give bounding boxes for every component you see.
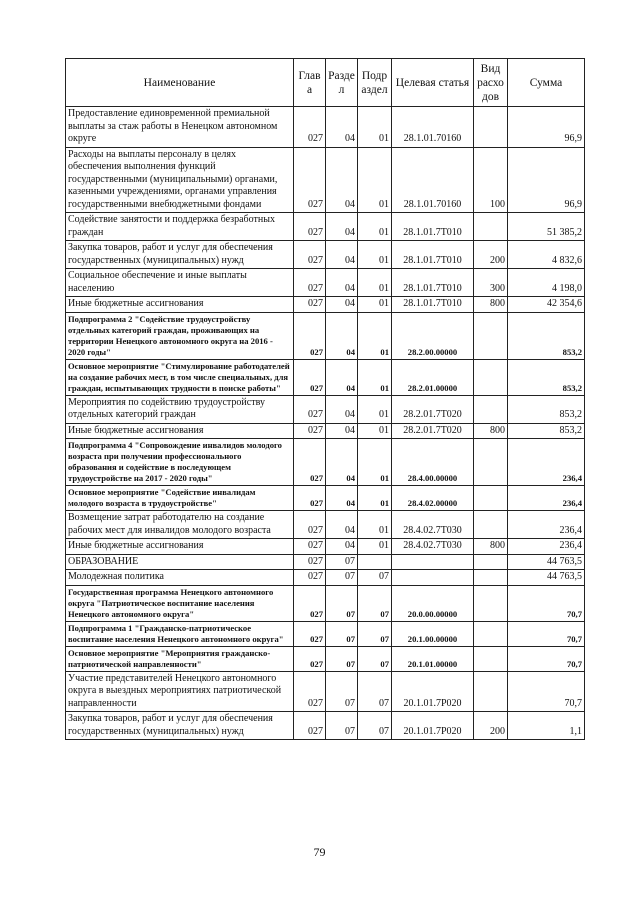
table-row	[66, 511, 585, 539]
cell-razdel: 07	[326, 554, 358, 570]
cell-vid: 800	[474, 539, 508, 555]
cell-vid	[474, 395, 508, 423]
cell-glava: 027	[294, 539, 326, 555]
cell-podrazdel: 01	[358, 486, 392, 511]
cell-razdel: 04	[326, 312, 358, 359]
cell-podrazdel: 01	[358, 539, 392, 555]
cell-summa: 236,4	[508, 511, 585, 539]
table-row	[66, 147, 585, 213]
cell-glava: 027	[294, 671, 326, 712]
cell-podrazdel: 07	[358, 585, 392, 621]
cell-name: Возмещение затрат работодателю на создание рабочих мест для инвалидов молодого возраста	[66, 511, 294, 539]
cell-summa: 44 763,5	[508, 554, 585, 570]
cell-statya: 20.1.01.7Р020	[392, 671, 474, 712]
cell-podrazdel: 01	[358, 439, 392, 486]
cell-razdel: 04	[326, 395, 358, 423]
table-row	[66, 213, 585, 241]
cell-podrazdel: 07	[358, 646, 392, 671]
cell-statya: 28.2.00.00000	[392, 312, 474, 359]
cell-glava: 027	[294, 585, 326, 621]
table-row	[66, 570, 585, 586]
header-summa: Сумма	[508, 59, 585, 107]
cell-vid	[474, 107, 508, 148]
cell-summa: 70,7	[508, 646, 585, 671]
cell-name: Подпрограмма 2 "Содействие трудоустройству отдельных категорий граждан, проживающих на территории Ненецкого автономного округа на 2016 - 2020 годы"	[66, 312, 294, 359]
cell-name: Социальное обеспечение и иные выплаты населению	[66, 269, 294, 297]
cell-summa: 853,2	[508, 312, 585, 359]
cell-glava: 027	[294, 621, 326, 646]
cell-vid	[474, 554, 508, 570]
table-row	[66, 712, 585, 740]
cell-name: Мероприятия по содействию трудоустройству отдельных категорий граждан	[66, 395, 294, 423]
table-row	[66, 646, 585, 671]
cell-glava: 027	[294, 312, 326, 359]
cell-summa: 70,7	[508, 621, 585, 646]
cell-razdel: 04	[326, 511, 358, 539]
cell-vid: 800	[474, 423, 508, 439]
cell-podrazdel: 01	[358, 423, 392, 439]
cell-podrazdel: 01	[358, 147, 392, 213]
table-row	[66, 585, 585, 621]
cell-podrazdel: 07	[358, 621, 392, 646]
cell-vid	[474, 486, 508, 511]
table-row	[66, 359, 585, 395]
cell-glava: 027	[294, 511, 326, 539]
cell-statya: 28.4.00.00000	[392, 439, 474, 486]
table-row	[66, 107, 585, 148]
cell-statya: 20.1.01.00000	[392, 646, 474, 671]
cell-vid: 100	[474, 147, 508, 213]
cell-summa: 70,7	[508, 585, 585, 621]
cell-podrazdel: 01	[358, 241, 392, 269]
cell-name: Подпрограмма 1 "Гражданско-патриотическое воспитание населения Ненецкого автономного округа"	[66, 621, 294, 646]
cell-statya: 20.0.00.00000	[392, 585, 474, 621]
cell-glava: 027	[294, 359, 326, 395]
cell-vid	[474, 213, 508, 241]
cell-statya: 28.4.02.7Т030	[392, 511, 474, 539]
cell-summa: 853,2	[508, 395, 585, 423]
cell-razdel: 07	[326, 570, 358, 586]
cell-razdel: 04	[326, 107, 358, 148]
cell-statya: 28.1.01.7Т010	[392, 269, 474, 297]
cell-glava: 027	[294, 147, 326, 213]
cell-name: Участие представителей Ненецкого автономного округа в выездных мероприятиях патриотической направленности	[66, 671, 294, 712]
cell-vid	[474, 359, 508, 395]
cell-summa: 96,9	[508, 147, 585, 213]
table-row	[66, 621, 585, 646]
cell-statya: 28.1.01.7Т010	[392, 297, 474, 313]
cell-razdel: 04	[326, 213, 358, 241]
header-glava: Глав а	[294, 59, 326, 107]
cell-statya	[392, 570, 474, 586]
cell-name: Государственная программа Ненецкого автономного округа "Патриотическое воспитание населения Ненецкого автономного округа"	[66, 585, 294, 621]
table-row	[66, 486, 585, 511]
cell-glava: 027	[294, 107, 326, 148]
cell-glava: 027	[294, 395, 326, 423]
cell-glava: 027	[294, 439, 326, 486]
cell-summa: 42 354,6	[508, 297, 585, 313]
cell-summa: 70,7	[508, 671, 585, 712]
cell-glava: 027	[294, 646, 326, 671]
cell-name: Основное мероприятие "Мероприятия гражданско-патриотической направленности"	[66, 646, 294, 671]
table-body	[66, 107, 585, 740]
cell-podrazdel: 07	[358, 712, 392, 740]
cell-name: Основное мероприятие "Содействие инвалидам молодого возраста в трудоустройстве"	[66, 486, 294, 511]
cell-vid: 200	[474, 241, 508, 269]
cell-statya: 28.1.01.70160	[392, 147, 474, 213]
cell-podrazdel: 01	[358, 359, 392, 395]
cell-statya: 20.1.01.7Р020	[392, 712, 474, 740]
cell-vid	[474, 671, 508, 712]
cell-razdel: 07	[326, 712, 358, 740]
cell-glava: 027	[294, 554, 326, 570]
cell-razdel: 04	[326, 539, 358, 555]
table-row	[66, 395, 585, 423]
table-row	[66, 423, 585, 439]
cell-podrazdel: 01	[358, 511, 392, 539]
cell-podrazdel: 07	[358, 671, 392, 712]
cell-statya: 28.4.02.7Т030	[392, 539, 474, 555]
cell-vid	[474, 570, 508, 586]
cell-summa: 44 763,5	[508, 570, 585, 586]
cell-glava: 027	[294, 486, 326, 511]
cell-razdel: 04	[326, 297, 358, 313]
cell-summa: 4 832,6	[508, 241, 585, 269]
cell-name: Закупка товаров, работ и услуг для обеспечения государственных (муниципальных) нужд	[66, 241, 294, 269]
header-razdel: Разде л	[326, 59, 358, 107]
cell-summa: 236,4	[508, 539, 585, 555]
cell-summa: 96,9	[508, 107, 585, 148]
cell-podrazdel: 01	[358, 395, 392, 423]
header-vid: Вид расхо дов	[474, 59, 508, 107]
cell-podrazdel: 01	[358, 269, 392, 297]
cell-name: ОБРАЗОВАНИЕ	[66, 554, 294, 570]
cell-statya: 28.2.01.00000	[392, 359, 474, 395]
cell-glava: 027	[294, 241, 326, 269]
cell-vid	[474, 511, 508, 539]
header-name: Наименование	[66, 59, 294, 107]
cell-statya: 20.1.00.00000	[392, 621, 474, 646]
cell-summa: 236,4	[508, 439, 585, 486]
cell-podrazdel: 07	[358, 570, 392, 586]
cell-razdel: 04	[326, 147, 358, 213]
cell-razdel: 07	[326, 646, 358, 671]
cell-statya: 28.4.02.00000	[392, 486, 474, 511]
table-row	[66, 269, 585, 297]
cell-summa: 51 385,2	[508, 213, 585, 241]
cell-statya: 28.1.01.7Т010	[392, 213, 474, 241]
cell-glava: 027	[294, 269, 326, 297]
cell-statya: 28.1.01.70160	[392, 107, 474, 148]
table-header-row	[66, 59, 585, 107]
cell-glava: 027	[294, 213, 326, 241]
cell-podrazdel: 01	[358, 213, 392, 241]
cell-name: Содействие занятости и поддержка безработных граждан	[66, 213, 294, 241]
cell-vid: 800	[474, 297, 508, 313]
cell-name: Закупка товаров, работ и услуг для обеспечения государственных (муниципальных) нужд	[66, 712, 294, 740]
header-podrazdel: Подр аздел	[358, 59, 392, 107]
cell-name: Иные бюджетные ассигнования	[66, 423, 294, 439]
cell-razdel: 07	[326, 585, 358, 621]
cell-name: Иные бюджетные ассигнования	[66, 539, 294, 555]
table-row	[66, 241, 585, 269]
cell-summa: 1,1	[508, 712, 585, 740]
cell-statya	[392, 554, 474, 570]
cell-razdel: 04	[326, 241, 358, 269]
cell-name: Молодежная политика	[66, 570, 294, 586]
cell-name: Расходы на выплаты персоналу в целях обеспечения выполнения функций государственными (муниципальными) органами, казенными учреждениями, органами управления государственными внебюджетными фондами	[66, 147, 294, 213]
cell-razdel: 07	[326, 671, 358, 712]
cell-razdel: 04	[326, 269, 358, 297]
cell-name: Основное мероприятие "Стимулирование работодателей на создание рабочих мест, в том числе специальных, для граждан, испытывающих трудности в поиске работы"	[66, 359, 294, 395]
cell-podrazdel: 01	[358, 297, 392, 313]
table-row	[66, 297, 585, 313]
cell-statya: 28.2.01.7Т020	[392, 395, 474, 423]
header-statya: Целевая статья	[392, 59, 474, 107]
cell-glava: 027	[294, 712, 326, 740]
cell-razdel: 04	[326, 486, 358, 511]
cell-podrazdel: 01	[358, 312, 392, 359]
cell-vid	[474, 312, 508, 359]
cell-glava: 027	[294, 297, 326, 313]
cell-name: Иные бюджетные ассигнования	[66, 297, 294, 313]
cell-vid	[474, 439, 508, 486]
cell-statya: 28.1.01.7Т010	[392, 241, 474, 269]
cell-glava: 027	[294, 423, 326, 439]
cell-statya: 28.2.01.7Т020	[392, 423, 474, 439]
cell-name: Предоставление единовременной премиальной выплаты за стаж работы в Ненецком автономном округе	[66, 107, 294, 148]
table-row	[66, 312, 585, 359]
cell-razdel: 04	[326, 423, 358, 439]
cell-summa: 4 198,0	[508, 269, 585, 297]
page-number: 79	[313, 845, 326, 859]
cell-glava: 027	[294, 570, 326, 586]
cell-vid	[474, 621, 508, 646]
cell-podrazdel: 01	[358, 107, 392, 148]
cell-razdel: 04	[326, 439, 358, 486]
cell-name: Подпрограмма 4 "Сопровождение инвалидов молодого возраста при получении профессионального образования и содействие в последующем трудоустройстве на 2017 - 2020 годы"	[66, 439, 294, 486]
cell-summa: 236,4	[508, 486, 585, 511]
cell-vid	[474, 585, 508, 621]
budget-table	[65, 58, 585, 740]
cell-vid	[474, 646, 508, 671]
table-row	[66, 554, 585, 570]
cell-razdel: 04	[326, 359, 358, 395]
table-row	[66, 671, 585, 712]
cell-vid: 300	[474, 269, 508, 297]
cell-summa: 853,2	[508, 359, 585, 395]
cell-vid: 200	[474, 712, 508, 740]
cell-podrazdel	[358, 554, 392, 570]
table-row	[66, 539, 585, 555]
cell-razdel: 07	[326, 621, 358, 646]
cell-summa: 853,2	[508, 423, 585, 439]
table-row	[66, 439, 585, 486]
